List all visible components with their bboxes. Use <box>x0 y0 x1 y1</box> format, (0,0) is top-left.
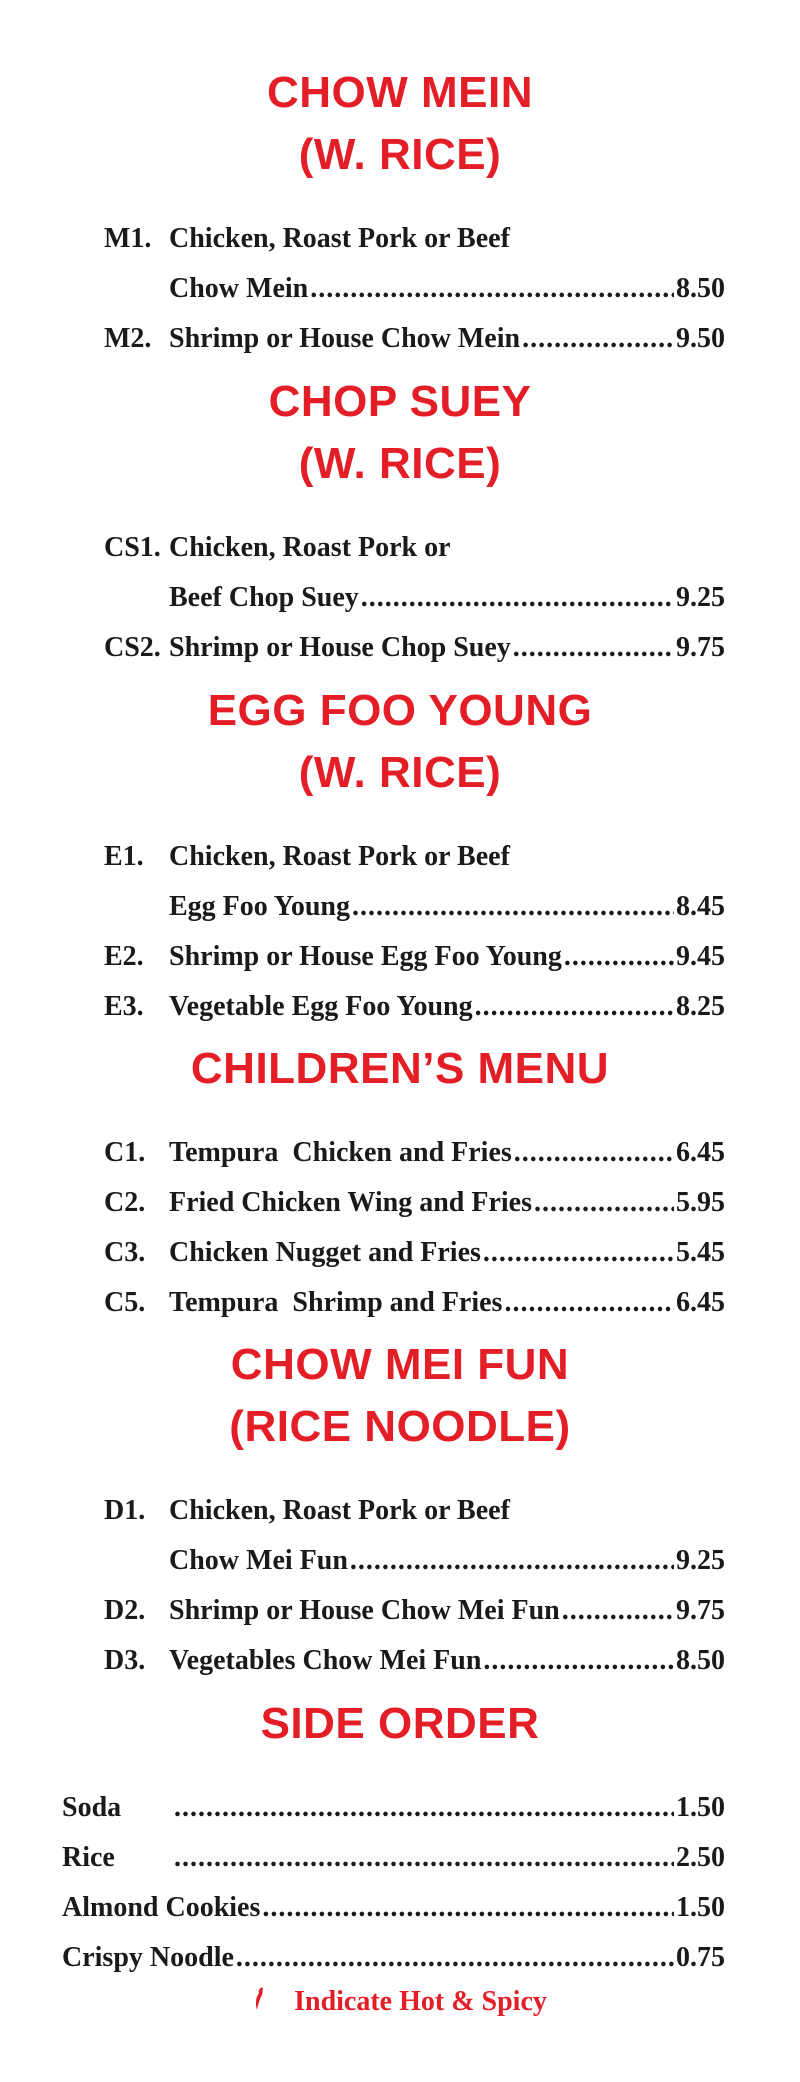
section-chop-suey <box>0 371 800 673</box>
leader-dots <box>504 1278 674 1328</box>
hot-pepper-icon <box>253 1984 267 2024</box>
menu-item-d1-cont <box>0 1536 800 1586</box>
section-title <box>0 62 800 186</box>
item-name: Chow Mein <box>169 273 309 304</box>
leader-dots <box>352 882 674 932</box>
item-name: Chicken, Roast Pork or Beef <box>169 841 510 872</box>
menu-item-e3 <box>0 982 800 1032</box>
spicy-legend-text: Indicate Hot & Spicy <box>294 1986 547 2017</box>
item-name: Chicken, Roast Pork or Beef <box>169 223 510 254</box>
menu-item-cs1-cont <box>0 573 800 623</box>
item-price: 5.45 <box>676 1237 725 1268</box>
leader-dots <box>564 932 674 982</box>
item-price: 8.45 <box>676 891 725 922</box>
item-list <box>0 1783 800 1983</box>
section-title-line: (W. RICE) <box>298 130 502 179</box>
section-title-line: CHOP SUEY <box>268 377 532 426</box>
item-name: Shrimp or House Chow Mei Fun <box>169 1595 560 1626</box>
menu-item-e2 <box>0 932 800 982</box>
item-name: Vegetables Chow Mei Fun <box>169 1645 482 1676</box>
item-name: Tempura Chicken and Fries <box>169 1137 512 1168</box>
section-chow-mein <box>0 62 800 364</box>
menu-item-cs2 <box>0 623 800 673</box>
side-item-rice <box>0 1833 800 1883</box>
item-price: 6.45 <box>676 1137 725 1168</box>
item-code: D1. <box>104 1495 146 1526</box>
leader-dots <box>513 623 674 673</box>
section-title <box>0 371 800 495</box>
item-name: Shrimp or House Egg Foo Young <box>169 941 562 972</box>
item-list <box>0 832 800 1032</box>
item-name: Shrimp or House Chop Suey <box>169 632 511 663</box>
section-title: SIDE ORDER <box>260 1699 540 1748</box>
leader-dots <box>361 573 674 623</box>
section-title-line: CHOW MEI FUN <box>230 1340 570 1389</box>
item-code: C3. <box>104 1237 146 1268</box>
item-code: E1. <box>104 841 144 872</box>
leader-dots <box>350 1536 674 1586</box>
menu-item-c1 <box>0 1128 800 1178</box>
item-name: Soda <box>62 1792 122 1823</box>
leader-dots <box>514 1128 674 1178</box>
item-price: 0.75 <box>676 1942 725 1973</box>
leader-dots <box>522 314 674 364</box>
item-price: 8.25 <box>676 991 725 1022</box>
menu-item-m1-cont <box>0 264 800 314</box>
menu-item-d1 <box>0 1486 800 1536</box>
item-name: Beef Chop Suey <box>169 582 359 613</box>
item-price: 9.45 <box>676 941 725 972</box>
item-name: Rice <box>62 1842 115 1873</box>
item-name: Tempura Shrimp and Fries <box>169 1287 503 1318</box>
section-title-line: EGG FOO YOUNG <box>207 686 593 735</box>
item-code: C2. <box>104 1187 146 1218</box>
item-code: E3. <box>104 991 144 1022</box>
item-code: C5. <box>104 1287 146 1318</box>
item-list <box>0 523 800 673</box>
item-list <box>0 214 800 364</box>
leader-dots <box>475 982 674 1032</box>
item-code: CS2. <box>104 632 161 663</box>
menu-item-c5 <box>0 1278 800 1328</box>
leader-dots <box>562 1586 674 1636</box>
menu-item-m1 <box>0 214 800 264</box>
menu-item-d2 <box>0 1586 800 1636</box>
item-code: M2. <box>104 323 152 354</box>
item-list <box>0 1486 800 1686</box>
section-title-line: (RICE NOODLE) <box>229 1402 571 1451</box>
spicy-legend <box>0 1982 800 2024</box>
menu-item-cs1 <box>0 523 800 573</box>
menu-item-c3 <box>0 1228 800 1278</box>
section-title <box>0 680 800 804</box>
item-name: Chicken, Roast Pork or <box>169 532 451 563</box>
item-code: D2. <box>104 1595 146 1626</box>
menu-item-e1 <box>0 832 800 882</box>
item-name: Shrimp or House Chow Mein <box>169 323 521 354</box>
leader-dots <box>174 1833 674 1883</box>
item-name: Fried Chicken Wing and Fries <box>169 1187 533 1218</box>
section-childrens-menu <box>0 1038 800 1328</box>
item-name: Vegetable Egg Foo Young <box>169 991 473 1022</box>
item-price: 9.25 <box>676 582 725 613</box>
leader-dots <box>174 1783 674 1833</box>
item-price: 9.25 <box>676 1545 725 1576</box>
item-list <box>0 1128 800 1328</box>
item-price: 9.75 <box>676 1595 725 1626</box>
section-egg-foo-young <box>0 680 800 1032</box>
item-name: Chicken, Roast Pork or Beef <box>169 1495 510 1526</box>
menu-item-e1-cont <box>0 882 800 932</box>
menu-item-c2 <box>0 1178 800 1228</box>
item-code: M1. <box>104 223 152 254</box>
leader-dots <box>262 1883 674 1933</box>
section-chow-mei-fun <box>0 1334 800 1686</box>
leader-dots <box>483 1228 674 1278</box>
menu-item-m2 <box>0 314 800 364</box>
leader-dots <box>236 1933 674 1983</box>
item-price: 1.50 <box>676 1892 725 1923</box>
item-code: CS1. <box>104 532 161 563</box>
leader-dots <box>310 264 674 314</box>
item-name: Almond Cookies <box>62 1892 261 1923</box>
item-name: Crispy Noodle <box>62 1942 234 1973</box>
item-name: Egg Foo Young <box>169 891 351 922</box>
section-title-line: (W. RICE) <box>298 439 502 488</box>
leader-dots <box>534 1178 674 1228</box>
side-item-crispy-noodle <box>0 1933 800 1983</box>
section-title-line: (W. RICE) <box>298 748 502 797</box>
section-title-line: CHOW MEIN <box>266 68 534 117</box>
item-name: Chow Mei Fun <box>169 1545 348 1576</box>
item-code: D3. <box>104 1645 146 1676</box>
leader-dots <box>483 1636 674 1686</box>
item-price: 2.50 <box>676 1842 725 1873</box>
item-code: C1. <box>104 1137 146 1168</box>
item-price: 5.95 <box>676 1187 725 1218</box>
section-title <box>0 1038 800 1100</box>
item-price: 8.50 <box>676 1645 725 1676</box>
side-item-almond-cookies <box>0 1883 800 1933</box>
item-price: 6.45 <box>676 1287 725 1318</box>
section-side-order <box>0 1693 800 1983</box>
item-name: Chicken Nugget and Fries <box>169 1237 481 1268</box>
section-title-line: CHILDREN’S MENU <box>190 1044 610 1093</box>
item-price: 8.50 <box>676 273 725 304</box>
item-price: 9.50 <box>676 323 725 354</box>
section-title <box>0 1334 800 1458</box>
side-item-soda <box>0 1783 800 1833</box>
item-price: 1.50 <box>676 1792 725 1823</box>
item-price: 9.75 <box>676 632 725 663</box>
menu-item-d3 <box>0 1636 800 1686</box>
item-code: E2. <box>104 941 144 972</box>
